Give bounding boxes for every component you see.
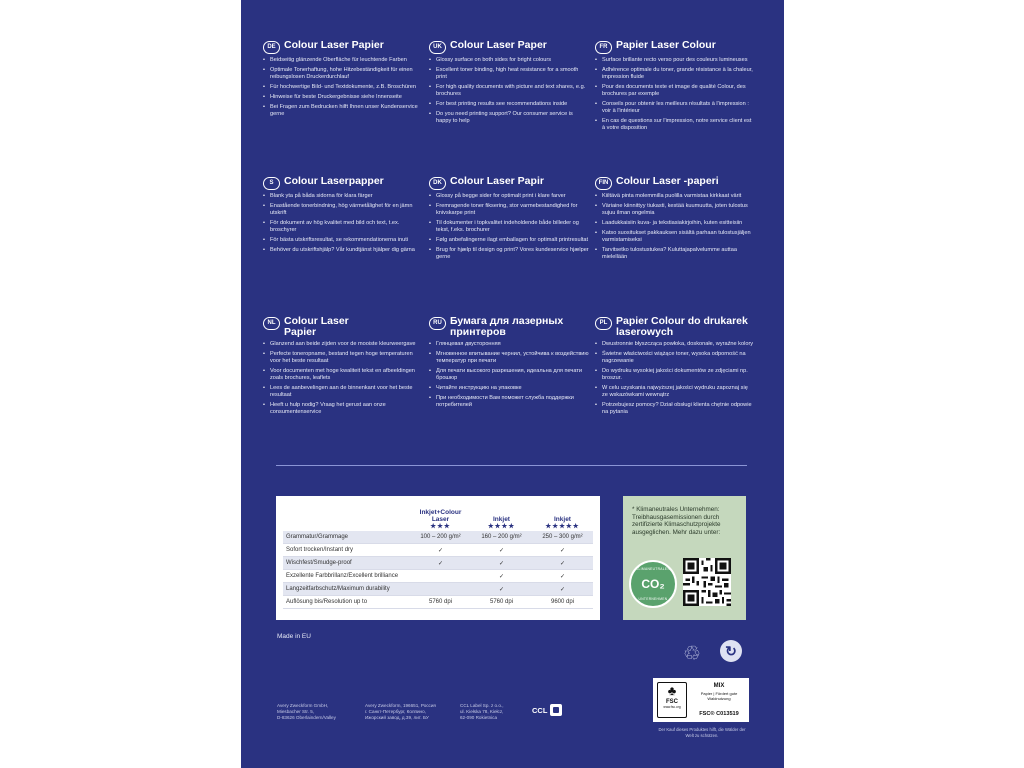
block-title: Colour Laserpapper [284,175,384,187]
seal-co2-text: CO₂ [641,577,665,591]
table-cell: ✓ [532,570,593,583]
feature-item: • Enastående tonerbindning, hög värmetålighet för en jämn utskrift [263,203,423,217]
language-block-uk [429,40,589,128]
table-cell: 5760 dpi [410,596,471,609]
feature-item: • For best printing results see recommendations inside [429,101,589,108]
block-title: Colour Laser Papier [284,39,384,51]
divider-line [276,465,747,466]
feature-item: • Heeft u hulp nodig? Vraag het gerust aan onze consumentenservice [263,402,423,416]
fsc-logo-text: FSC [666,699,678,705]
feature-item: • Glanzend aan beide zijden voor de mooiste kleurweergave [263,341,423,348]
table-cell: ✓ [410,544,471,557]
address-line: Miesbacher Str. 5, [277,709,315,714]
feature-item: • Kiiltävä pinta molemmilla puolilla varmistaa kirkkaat värit [595,193,755,200]
row-label: Grammatur/Grammage [283,531,410,544]
block-title: Papier Colour do drukarek laserowych [616,315,748,338]
language-badge: PL [595,317,612,330]
language-block-fr [595,40,755,135]
table-cell [410,570,471,583]
feature-item: • Lees de aanbevelingen aan de binnenkant voor het beste resultaat [263,385,423,399]
table-cell [410,583,471,596]
feature-item: • Do you need printing support? Our consumer service is happy to help [429,111,589,125]
language-badge: DE [263,41,280,54]
feature-item: • Optimale Tonerhaftung, hohe Hitzebeständigkeit für einen reibungslosen Druckerdurchlauf [263,67,423,81]
feature-item: • Мгновенное впитывание чернил, устойчива к воздействию температур при печати [429,351,589,365]
feature-item: • W celu uzyskania najwyższej jakości wydruku zapoznaj się ze wskazówkami wewnątrz [595,385,755,399]
feature-item: • Tarvitsetko tulostustukea? Kuluttajapalvelumme auttaa mielellään [595,247,755,261]
language-block-ru [429,316,589,412]
feature-item: • Surface brillante recto verso pour des couleurs lumineuses [595,57,755,64]
row-label: Exzellente Farbbrillanz/Excellent brilliance [283,570,410,583]
table-cell: ✓ [471,544,532,557]
table-row [283,557,593,570]
table-header-col [410,508,471,531]
ccl-mark-icon [550,704,562,716]
table-cell: 250 – 300 g/m² [532,531,593,544]
language-badge: FIN [595,177,612,190]
co2-seal-icon [629,560,677,608]
address-line: ul. Kiełska 78, Kiełcz, [460,709,504,714]
table-cell: ✓ [471,557,532,570]
table-row [283,531,593,544]
address-line: Avery Zweckform, 196651, Россия [365,703,436,708]
row-label: Wischfest/Smudge-proof [283,557,410,570]
feature-item: • Adhérence optimale du toner, grande résistance à la chaleur, impression fluide [595,67,755,81]
feature-item: • Читайте инструкцию на упаковке [429,385,589,392]
feature-item: • Väriaine kiinnittyy tiukasti, kestää kuumuutta, joten tulostus sujuu ilman ongelmia [595,203,755,217]
language-block-fin [595,176,755,264]
feature-item: • Do wydruku wysokiej jakości dokumentów ze zdjęciami np. broszur. [595,368,755,382]
table-cell: ✓ [471,583,532,596]
fsc-logo-icon [657,682,687,718]
made-in-label: Made in EU [277,633,311,640]
seal-bottom-text: UNTERNEHMEN [638,597,668,601]
address-line: Avery Zweckform GmbH, [277,703,329,708]
address-avery-de [277,703,336,721]
table-row [283,583,593,596]
qr-code-icon[interactable] [683,558,731,606]
recycle-icon: ♲ [683,643,701,665]
climate-text: * Klimaneutrales Unternehmen: Treibhausgasemissionen durch zertifizierte Klimaschutzprojekte ausgeglichen. Mehr dazu unter: [632,506,721,536]
address-line: г. Санкт-Петербург, Колпино, [365,709,426,714]
feature-item: • Excellent toner binding, high heat resistance for a smooth print [429,67,589,81]
table-cell: ✓ [471,570,532,583]
feature-item: • Glossy surface on both sides for bright colours [429,57,589,64]
feature-item: • Perfecte toneropname, bestand tegen hoge temperaturen voor het beste resultaat [263,351,423,365]
block-title: Бумага для лазерных принтеров [450,315,564,338]
table-header-col [471,508,532,531]
address-line: CCL Label Sp. z o.o., [460,703,504,708]
table-row [283,596,593,609]
feature-item: • Behöver du utskriftshjälp? Vår kundtjänst hjälper dig gärna [263,247,423,254]
table-cell: ✓ [532,583,593,596]
seal-top-text: KLIMANEUTRALES [636,567,670,571]
block-title: Colour Laser Papier [284,315,349,338]
stars-rating: ★★★ [430,523,451,530]
feature-item: • Glossy på begge sider for optimalt print i klare farver [429,193,589,200]
header-label: Inkjet [554,516,571,523]
block-title: Colour Laser Papir [450,175,544,187]
stars-rating: ★★★★★ [545,523,580,530]
comparison-table [283,508,593,609]
header-label: Inkjet [493,516,510,523]
feature-item: • Laadukkaisiin kuva- ja tekstiasiakirjoihin, kuten esitteisiin [595,220,755,227]
comparison-table-panel [276,496,600,620]
block-title: Colour Laser -paperi [616,175,719,187]
table-row [283,544,593,557]
feature-item: • För bästa utskriftsresultat, se rekommendationerna inuti [263,237,423,244]
table-cell: 9600 dpi [532,596,593,609]
feature-item: • Pour des documents texte et image de qualité Colour, des brochures par exemple [595,84,755,98]
ccl-logo-text: CCL [532,705,548,715]
feature-item: • Hinweise für beste Druckergebnisse siehe Innenseite [263,94,423,101]
fsc-note: Der Kauf dieses Produktes hilft, die Wälder der Welt zu schützen. [658,727,746,738]
feature-item: • Beidseitig glänzende Oberfläche für leuchtende Farben [263,57,423,64]
feature-item: • Følg anbefalingerne ilagt emballagen for optimalt printresultat [429,237,589,244]
language-badge: RU [429,317,446,330]
table-row [283,570,593,583]
fsc-mix-text: MIX [713,683,725,689]
feature-item: • При необходимости Вам поможет служба поддержки потребителей [429,395,589,409]
packaging-back-sheet [241,0,784,768]
address-ccl-pl [460,703,504,721]
row-label: Langzeitfarbschutz/Maximum durability [283,583,410,596]
table-cell: ✓ [532,557,593,570]
fsc-tree-icon: ♣ [667,683,677,698]
table-cell: ✓ [532,544,593,557]
row-label: Sofort trocken/Instant dry [283,544,410,557]
feature-item: • Voor documenten met hoge kwaliteit tekst en afbeeldingen zoals brochures, leaflets [263,368,423,382]
climate-neutral-panel [623,496,746,620]
table-header-col [532,508,593,531]
block-title: Papier Laser Colour [616,39,716,51]
block-title: Colour Laser Paper [450,39,547,51]
language-block-de [263,40,423,121]
fsc-license-code: FSC® C013519 [699,711,739,717]
feature-item: • Blank yta på båda sidorna för klara färger [263,193,423,200]
language-block-s [263,176,423,257]
language-block-pl [595,316,755,419]
feature-item: • Katso suositukset pakkauksen sisältä parhaan tulostusjäljen varmistamiseksi [595,230,755,244]
fsc-url: www.fsc.org [663,705,681,709]
feature-item: • Fremragende toner fiksering, stor varmebestandighed for knivskarpe print [429,203,589,217]
address-line: 62-090 Rokietnica [460,715,498,720]
address-line: Ижорский завод, д.39, лит. БУ [365,715,429,720]
feature-item: • For high quality documents with picture and text shares, e.g. brochures [429,84,589,98]
feature-item: • Für hochwertige Bild- und Textdokumente, z.B. Broschüren [263,84,423,91]
header-label: Inkjet+Colour Laser [419,509,462,523]
address-avery-ru [365,703,436,721]
language-badge: DK [429,177,446,190]
feature-item: • Для печати высокого разрешения, идеальна для печати брошюр [429,368,589,382]
language-block-dk [429,176,589,264]
address-line: D-83626 Oberlaindern/Valley [277,715,336,720]
row-label: Auflösung bis/Resolution up to [283,596,410,609]
feature-item: • Dwustronnie błyszcząca powłoka, doskonałe, wyraźne kolory [595,341,755,348]
table-cell: 160 – 200 g/m² [471,531,532,544]
table-cell: ✓ [410,557,471,570]
table-header-row [283,508,593,531]
feature-item: • Potrzebujesz pomocy? Dział obsługi klienta chętnie odpowie na pytania [595,402,755,416]
feature-item: • Brug for hjælp til design og print? Vores kundeservice hjælper gerne [429,247,589,261]
feature-item: • Глянцевая двусторонняя [429,341,589,348]
recycling-circle-icon: ↻ [720,640,742,662]
feature-item: • För dokument av hög kvalitet med bild och text, t.ex. broschyrer [263,220,423,234]
stars-rating: ★★★★ [487,523,516,530]
table-header-empty [283,508,410,531]
language-badge: S [263,177,280,190]
feature-item: • Til dokumenter i topkvalitet indeholdende både billeder og tekst, f.eks. brochurer [429,220,589,234]
table-cell: 100 – 200 g/m² [410,531,471,544]
language-badge: FR [595,41,612,54]
fsc-label [653,678,749,722]
feature-item: • En cas de questions sur l'impression, notre service client est à votre disposition [595,118,755,132]
feature-item: • Bei Fragen zum Bedrucken hilft Ihnen unser Kundenservice gerne [263,104,423,118]
ccl-logo [532,704,562,716]
table-cell: 5760 dpi [471,596,532,609]
language-badge: UK [429,41,446,54]
language-badge: NL [263,317,280,330]
fsc-description: Papier | Fördert gute Waldnutzung [700,691,738,701]
feature-item: • Conseils pour obtenir les meilleurs résultats à l'impression : voir à l'intérieur [595,101,755,115]
feature-item: • Świetne właściwości wiążące toner, wysoka odporność na nagrzewanie [595,351,755,365]
language-block-nl [263,316,423,419]
